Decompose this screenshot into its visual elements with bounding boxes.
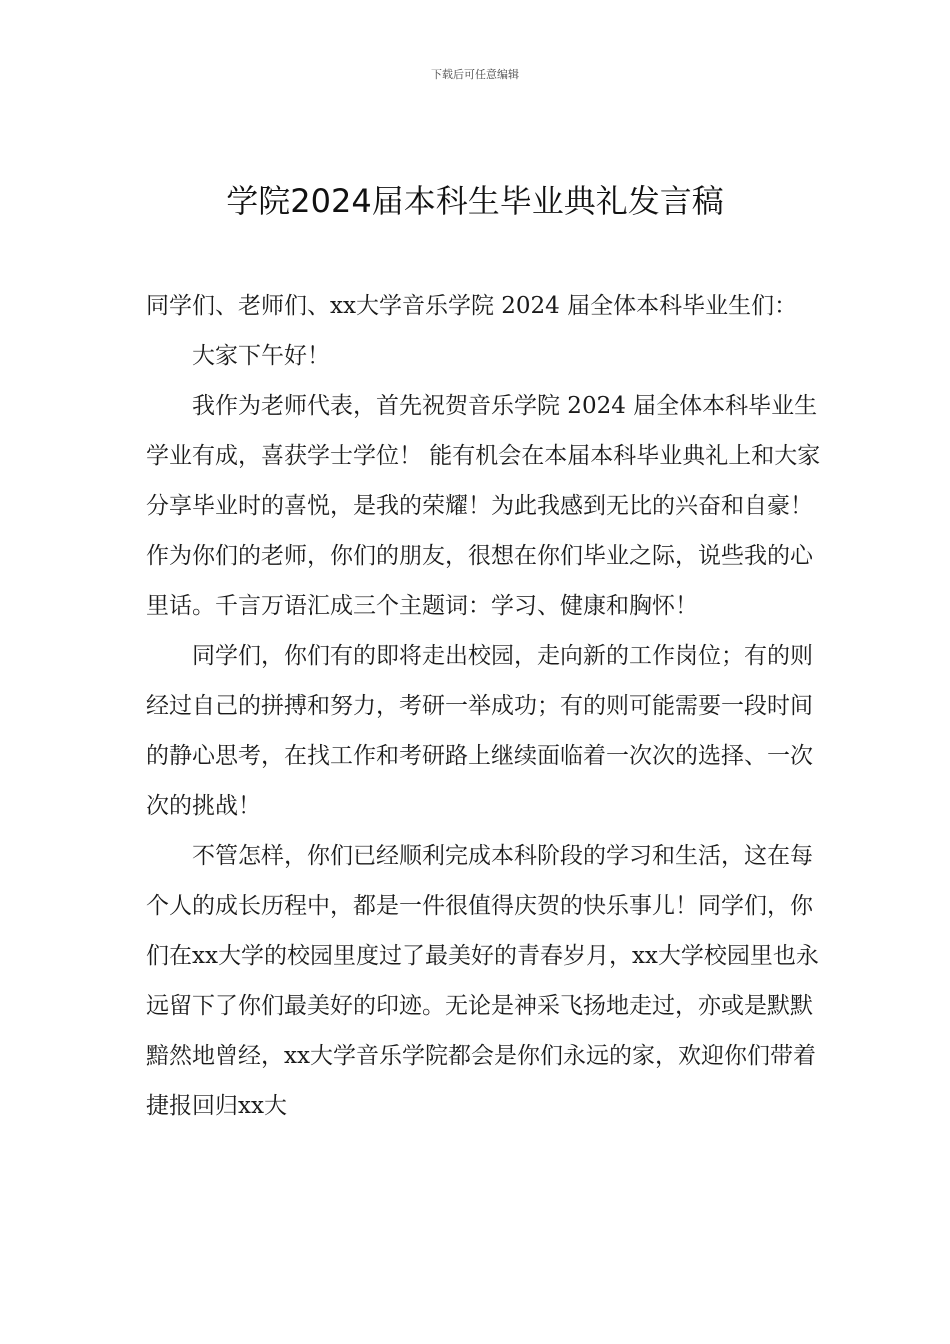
page-title: 学院2024届本科生毕业典礼发言稿 [226, 182, 724, 220]
salutation-paragraph: 同学们、老师们、xx大学音乐学院 2024 届全体本科毕业生们： [146, 293, 798, 319]
greeting-paragraph: 大家下午好！ [192, 343, 330, 369]
body-paragraph: 同学们，你们有的即将走出校园，走向新的工作岗位；有的则经过自己的拼搏和努力，考研一举成功；有的则可能需要一段时间的静心思考，在找工作和考研路上继续面临着一次次的选择、一次次的挑战！ [146, 643, 813, 819]
document-body [146, 281, 824, 1131]
body-paragraph: 不管怎样，你们已经顺利完成本科阶段的学习和生活，这在每个人的成长历程中，都是一件很值得庆贺的快乐事儿！同学们，你们在xx大学的校园里度过了最美好的青春岁月，xx大学校园里也永远留下了你们最美好的印迹。无论是神采飞扬地走过，亦或是默默黯然地曾经，xx大学音乐学院都会是你们永远的家，欢迎你们带着捷报回归xx大 [146, 843, 819, 1119]
header-note: 下载后可任意编辑 [431, 68, 519, 81]
body-paragraph: 我作为老师代表，首先祝贺音乐学院 2024 届全体本科毕业生学业有成，喜获学士学位！ 能有机会在本届本科毕业典礼上和大家分享毕业时的喜悦，是我的荣耀！为此我感到无比的兴奋和自豪！ 作为你们的老师，你们的朋友，很想在你们毕业之际，说些我的心里话。千言万语汇成三个主题词：学习、健康和胸怀！ [146, 393, 821, 619]
